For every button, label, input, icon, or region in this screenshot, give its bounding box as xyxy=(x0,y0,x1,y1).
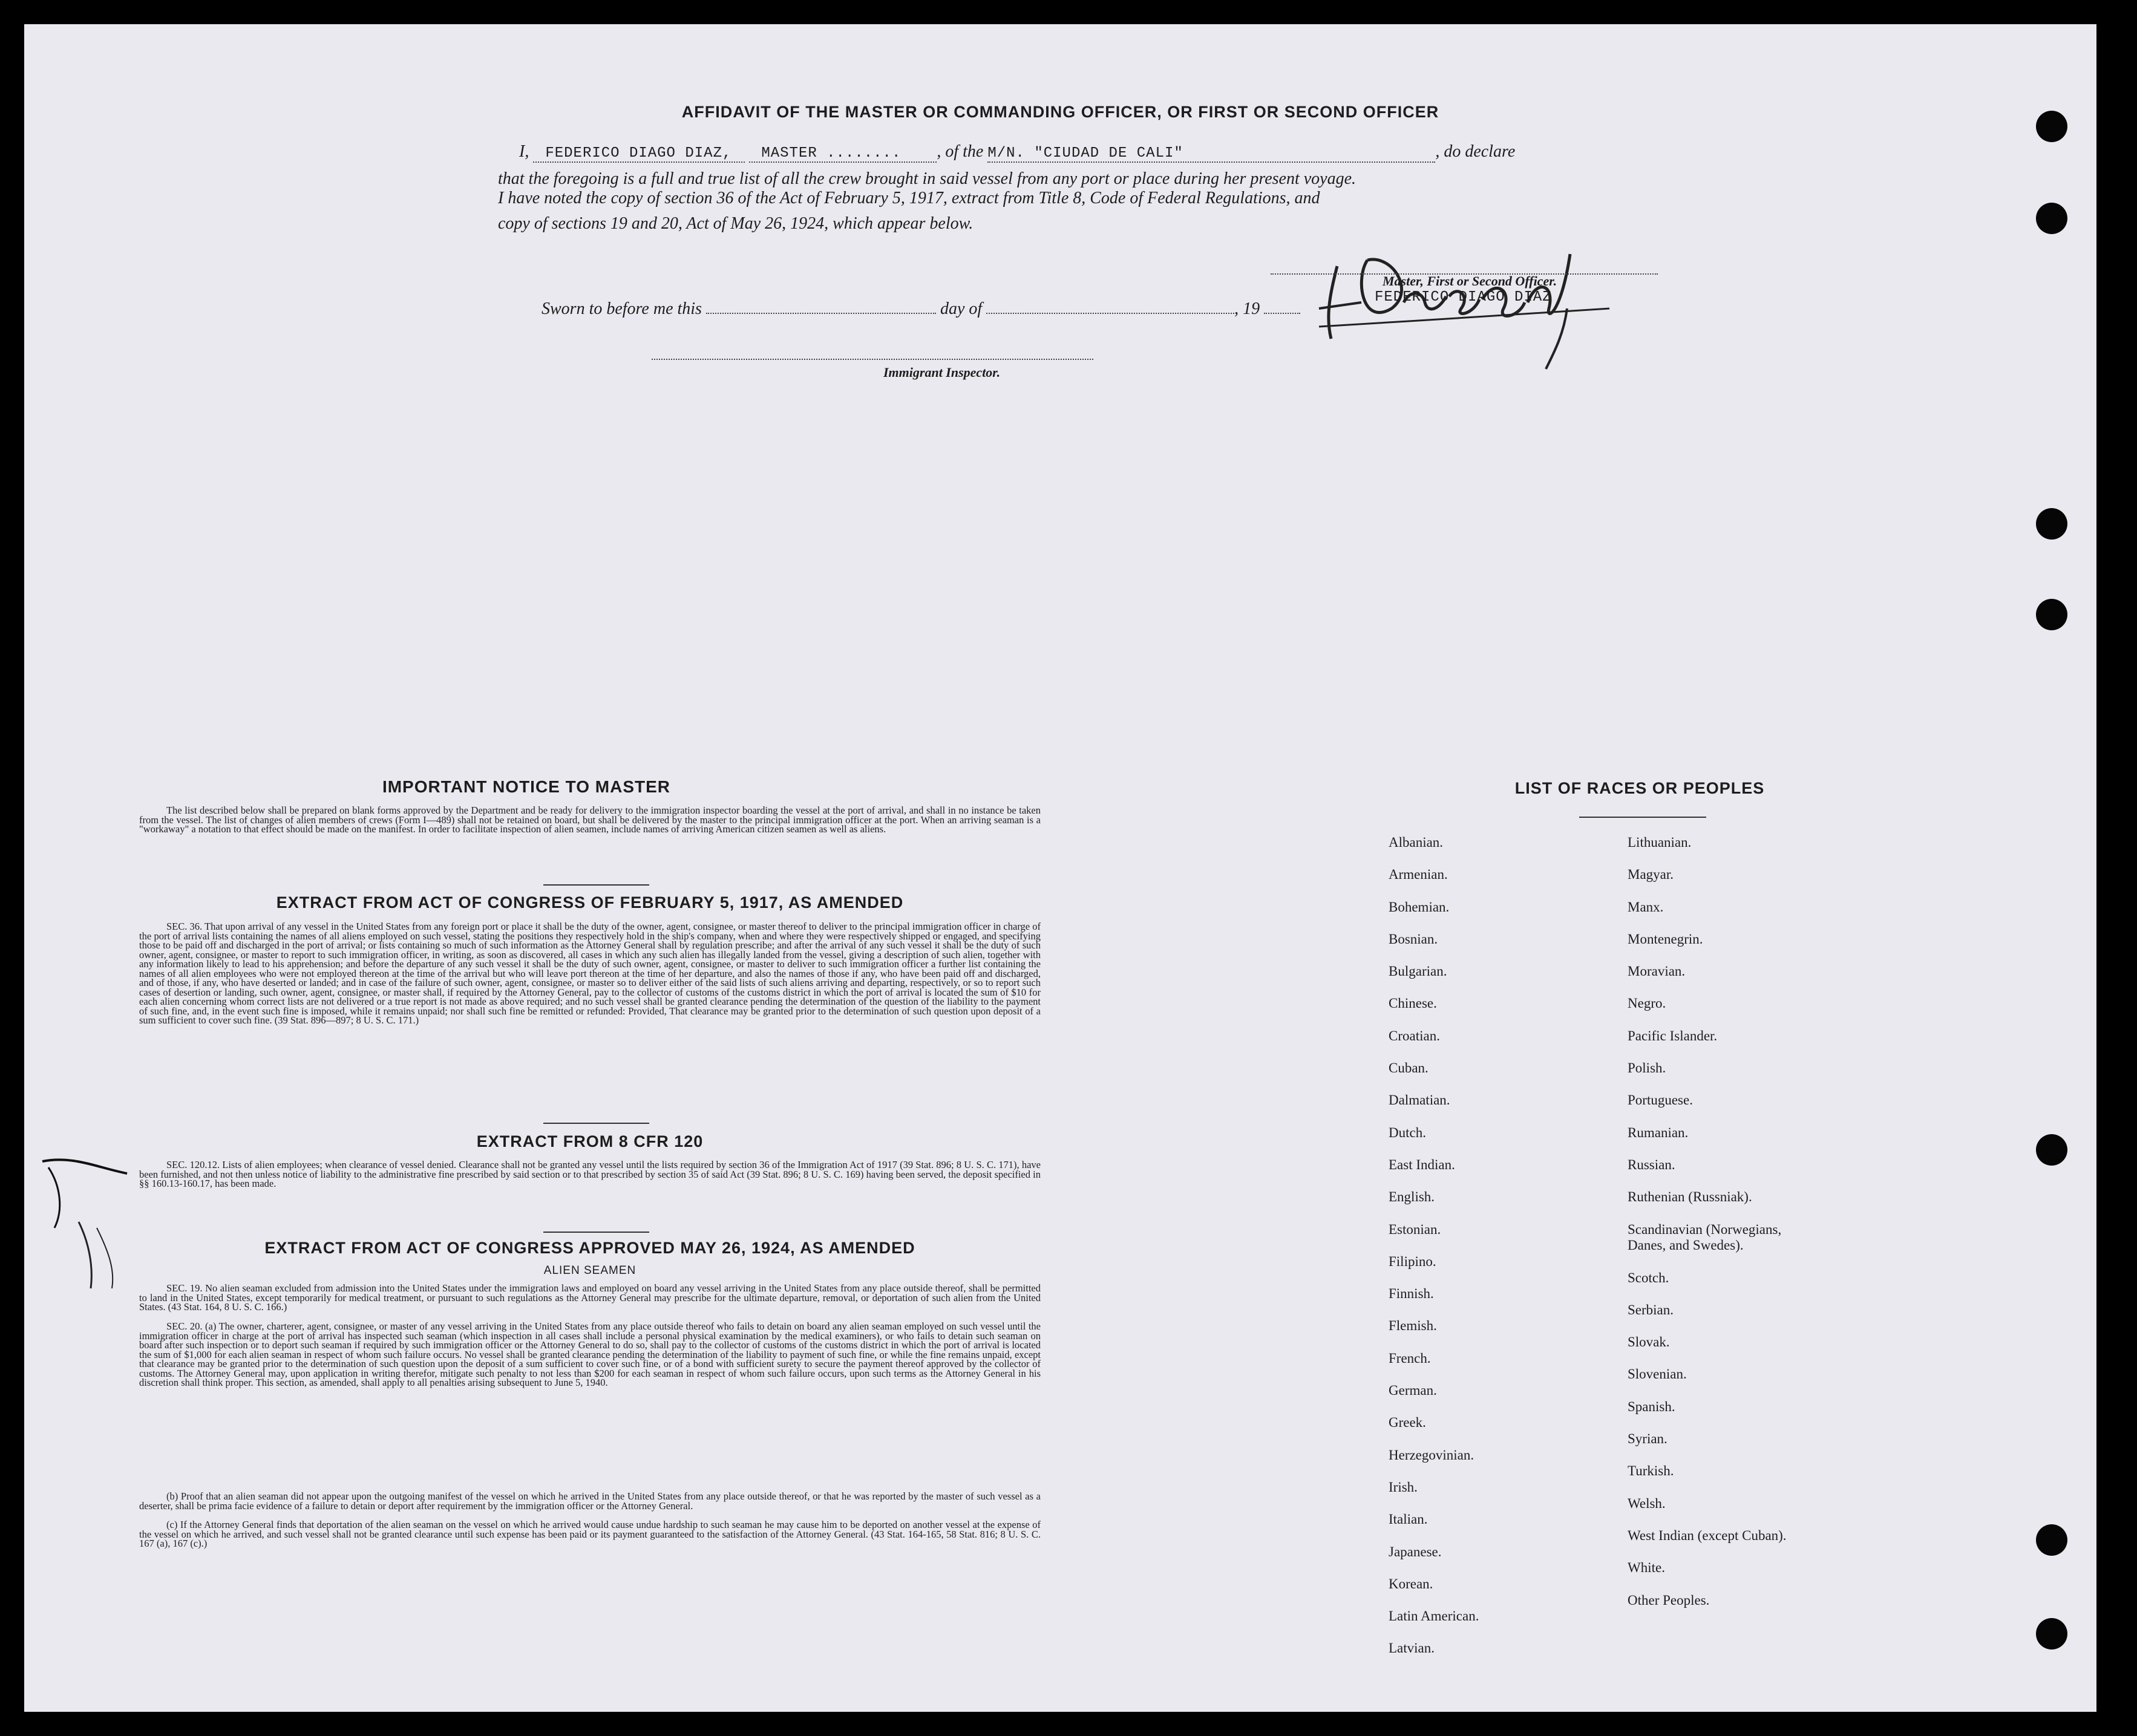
race-item: Magyar. xyxy=(1628,867,1674,883)
race-item: Filipino. xyxy=(1389,1253,1436,1269)
extract-1924-title: EXTRACT FROM ACT OF CONGRESS APPROVED MAY 26, 1924, AS AMENDED xyxy=(264,1239,915,1257)
extract-1924-sec20c: (c) If the Attorney General finds that deportation of the alien seaman on the vessel on which he arrived would cause undue hardship to such seaman he may cause him to be deported on another vessel at the expense of the vessel on which he arrived, and such vessel shall not be granted clearance until such expense has been paid or its payment guaranteed to the satisfaction of the Attorney General. (43 Stat. 164-165, 58 Stat. 816; 8 U. S. C. 167 (a), 167 (c).) xyxy=(139,1519,1041,1549)
master-name: FEDERICO DIAGO DIAZ, xyxy=(533,145,745,163)
race-item: Dutch. xyxy=(1389,1124,1426,1140)
race-item: Welsh. xyxy=(1628,1495,1666,1511)
pronoun-text: I, xyxy=(519,142,529,161)
race-item: Herzegovinian. xyxy=(1389,1447,1474,1463)
race-item: Ruthenian (Russniak). xyxy=(1628,1189,1752,1205)
vessel-name: M/N. "CIUDAD DE CALI" xyxy=(987,145,1435,163)
extract-1924-sec20a: SEC. 20. (a) The owner, charterer, agent, consignee, or master of any vessel arriving in the United States from any place outside thereof who fails to detain on board any alien seaman employed on such vessel until the immigration officer in charge at the port of arrival has inspected such seaman (which inspection in all cases shall include a personal physical examination by the medical examiners), or who fails to detain such seaman on board after such inspection or to deport such seaman if required by such immigration officer or the Attorney General to do so, shall pay to the collector of customs of the customs district in which the port of arrival is located the sum of $1,000 for each alien seaman in respect of whom such failure occurs. No vessel shall be granted clearance pending the determination of the liability to payment of such fine, or while the fine remains unpaid, except that clearance may be granted prior to the determination of such question upon the deposit of a sum sufficient to cover such fine, or of a bond with sufficient surety to secure the payment thereof approved by the collector of customs. The Attorney General may, upon application in writing therefor, mitigate such penalty to not less than $200 for each seaman in respect of whom such failure occurs, upon such terms as the Attorney General in his discretion shall think proper. This section, as amended, shall apply to all penalties arising subsequent to June 5, 1940. xyxy=(139,1320,1041,1388)
races-title-rule xyxy=(1579,817,1706,818)
race-item: Scandinavian (Norwegians, Danes, and Swedes). xyxy=(1628,1221,1782,1253)
affidavit-heading: AFFIDAVIT OF THE MASTER OR COMMANDING OFFICER, OR FIRST OR SECOND OFFICER xyxy=(681,103,1439,121)
master-rank: MASTER ........ xyxy=(749,145,937,163)
binder-hole xyxy=(2036,1618,2067,1650)
extract-1917-text: SEC. 36. That upon arrival of any vessel in the United States from any foreign port or place it shall be the duty of the owner, agent, consignee, or master thereof to deliver to the principal immigration officer in charge of the port of arrival lists containing the names of all aliens employed on such vessel, stating the positions they respectively hold in the ship's company, when and where they were respectively shipped or engaged, and specifying those to be paid off and discharged in the port of arrival; or lists containing so much of such information as the Attorney General shall by regulation prescribe; and after the arrival of any such vessel it shall be the duty of such owner, agent, consignee, or master to report to such immigration officer, in writing, as soon as discovered, all cases in which any such alien has illegally landed from the vessel, giving a description of such alien, together with any information likely to lead to his apprehension; and before the departure of any such vessel it shall be the duty of such owner, agent, consignee, or master to deliver to such immigration officer a further list containing the names of all alien employees who were not employed thereon at the time of the arrival but who will leave port thereon at the time of her departure, and also the names of those if any, who have been paid off and discharged, and of those, if any, who have deserted or landed; and in case of the failure of such owner, agent, consignee, or master so to deliver either of the said lists of such aliens arriving and departing, respectively, or so to report such cases of desertion or landing, such owner, agent, consignee, or master shall, if required by the Attorney General, pay to the collector of customs of the customs district in which the port of arrival is located the sum of $10 for each alien concerning whom correct lists are not delivered or a true report is not made as above required; and no such vessel shall be granted clearance pending the determination of the question of the liability to the payment of such fine, and, in the event such fine is imposed, while it remains unpaid; nor shall such fine be remitted or refunded: Provided, That clearance may be granted prior to the determination of such question upon deposit of a sum sufficient to cover such fine. (39 Stat. 896—897; 8 U. S. C. 171.) xyxy=(139,921,1041,1026)
notice-text: The list described below shall be prepared on blank forms approved by the Department and be ready for delivery to the immigration inspector boarding the vessel at the port of arrival, and shall in no instance be taken from the vessel. The list of changes of alien members of crews (Form I—489) shall not be retained on board, but shall be delivered by the master to the principal immigration officer at the port. When an arriving seaman is a "workaway" a notation to that effect should be made on the manifest. In order to facilitate inspection of alien seamen, include names of arriving American citizen seamen as well as aliens. xyxy=(139,804,1041,835)
race-item: Turkish. xyxy=(1628,1463,1674,1479)
race-item: French. xyxy=(1389,1350,1431,1366)
binder-hole xyxy=(2036,1524,2067,1556)
race-item: Portuguese. xyxy=(1628,1092,1693,1108)
extract-1924-sec19: SEC. 19. No alien seaman excluded from admission into the United States under the immigration laws and employed on board any vessel arriving in the United States from any place outside thereof, shall be permitted to land in the United States, except temporarily for medical treatment, or pursuant to such regulations as the Attorney General may prescribe for the ultimate departure, removal, or deportation of such alien from the United States. (43 Stat. 164, 8 U. S. C. 166.) xyxy=(139,1282,1041,1313)
inspector-caption: Immigrant Inspector. xyxy=(883,365,1001,380)
race-item: Dalmatian. xyxy=(1389,1092,1450,1108)
extract-cfr-text: SEC. 120.12. Lists of alien employees; when clearance of vessel denied. Clearance shall not be granted any vessel until the lists required by section 36 of the Immigration Act of 1917 (39 Stat. 896; 8 U. S. C. 171), have been furnished, and not then unless notice of liability to the administrative fine prescribed by said section or to that prescribed by section 35 of said Act (39 Stat. 896; 8 U. S. C. 169) having been served, the deposit specified in §§ 160.13-160.17, has been made. xyxy=(139,1159,1041,1189)
section-divider xyxy=(543,884,649,886)
sworn-line xyxy=(542,299,1300,319)
typed-signature: FEDERICO DIAGO DIAZ xyxy=(1375,289,1552,305)
race-item: Albanian. xyxy=(1389,835,1444,850)
race-item: Armenian. xyxy=(1389,867,1448,883)
binder-hole xyxy=(2036,599,2067,630)
inspector-signature-line xyxy=(652,359,1093,360)
race-item: White. xyxy=(1628,1560,1665,1576)
binder-hole xyxy=(2036,203,2067,234)
race-item: Slovenian. xyxy=(1628,1366,1687,1382)
race-item: Serbian. xyxy=(1628,1302,1674,1317)
section-divider xyxy=(543,1232,649,1233)
race-item: Chinese. xyxy=(1389,996,1437,1011)
race-item: Flemish. xyxy=(1389,1318,1437,1334)
race-item: Other Peoples. xyxy=(1628,1592,1710,1608)
of-the-text: , of the xyxy=(937,142,984,161)
race-item: Latvian. xyxy=(1389,1640,1435,1656)
extract-cfr-title: EXTRACT FROM 8 CFR 120 xyxy=(476,1132,704,1150)
sworn-month-field xyxy=(986,299,1234,314)
race-item: Pacific Islander. xyxy=(1628,1028,1718,1043)
affidavit-line-3: I have noted the copy of section 36 of the Act of February 5, 1917, extract from Title 8, Code of Federal Regulations, and xyxy=(498,189,1320,207)
races-title: LIST OF RACES OR PEOPLES xyxy=(1514,779,1765,797)
race-item: Bosnian. xyxy=(1389,931,1438,947)
notice-title: IMPORTANT NOTICE TO MASTER xyxy=(382,777,671,796)
race-item: West Indian (except Cuban). xyxy=(1628,1527,1787,1543)
race-item: Bohemian. xyxy=(1389,899,1450,915)
race-item: Bulgarian. xyxy=(1389,964,1447,979)
race-item: Russian. xyxy=(1628,1157,1675,1172)
margin-binding-marks xyxy=(36,1107,139,1300)
day-of-text: day of xyxy=(940,299,983,318)
race-item: Spanish. xyxy=(1628,1398,1675,1414)
race-item: German. xyxy=(1389,1383,1437,1398)
race-item: Latin American. xyxy=(1389,1608,1479,1624)
binder-hole xyxy=(2036,1134,2067,1166)
alien-seamen-subtitle: ALIEN SEAMEN xyxy=(543,1264,637,1277)
do-declare-text: , do declare xyxy=(1435,142,1516,161)
race-item: Syrian. xyxy=(1628,1431,1667,1447)
signature-caption: Master, First or Second Officer. xyxy=(1383,273,1557,289)
document-page xyxy=(24,24,2096,1712)
race-item: Moravian. xyxy=(1628,964,1686,979)
race-item: Rumanian. xyxy=(1628,1124,1689,1140)
race-item: Negro. xyxy=(1628,996,1666,1011)
signature-rule xyxy=(1271,273,1658,275)
sworn-text: Sworn to before me this xyxy=(542,299,702,318)
section-divider xyxy=(543,1123,649,1124)
race-item: Italian. xyxy=(1389,1512,1428,1527)
race-item: Irish. xyxy=(1389,1479,1418,1495)
races-left-column xyxy=(1389,835,1606,1673)
extract-1924-sec20b: (b) Proof that an alien seaman did not appear upon the outgoing manifest of the vessel on which he arrived in the United States from any place outside thereof, or that he was reported by the master of such vessel as a deserter, shall be prima facie evidence of a failure to detain or deport after requirement by the immigration officer or the Attorney General. xyxy=(139,1490,1041,1512)
race-item: Lithuanian. xyxy=(1628,835,1692,850)
sworn-year-field xyxy=(1264,299,1300,314)
race-item: Slovak. xyxy=(1628,1334,1670,1350)
sworn-day-field xyxy=(706,299,936,314)
race-item: Estonian. xyxy=(1389,1221,1441,1237)
race-item: Japanese. xyxy=(1389,1544,1442,1559)
race-item: Korean. xyxy=(1389,1576,1433,1591)
race-item: Manx. xyxy=(1628,899,1664,915)
race-item: English. xyxy=(1389,1189,1435,1205)
race-item: Greek. xyxy=(1389,1415,1426,1431)
extract-1917-title: EXTRACT FROM ACT OF CONGRESS OF FEBRUARY 5, 1917, AS AMENDED xyxy=(276,893,904,912)
affidavit-line-1 xyxy=(519,142,1515,163)
race-item: Montenegrin. xyxy=(1628,931,1703,947)
race-item: Croatian. xyxy=(1389,1028,1440,1043)
binder-hole xyxy=(2036,508,2067,540)
affidavit-line-2: that the foregoing is a full and true list of all the crew brought in said vessel from any port or place during her present voyage. xyxy=(498,169,1356,188)
race-item: East Indian. xyxy=(1389,1157,1455,1172)
race-item: Cuban. xyxy=(1389,1060,1428,1076)
race-item: Polish. xyxy=(1628,1060,1666,1076)
race-item: Scotch. xyxy=(1628,1270,1669,1285)
affidavit-line-4: copy of sections 19 and 20, Act of May 26, 1924, which appear below. xyxy=(498,214,974,233)
year-text: , 19 xyxy=(1234,299,1260,318)
races-right-column xyxy=(1628,835,1942,1625)
race-item: Finnish. xyxy=(1389,1286,1434,1302)
